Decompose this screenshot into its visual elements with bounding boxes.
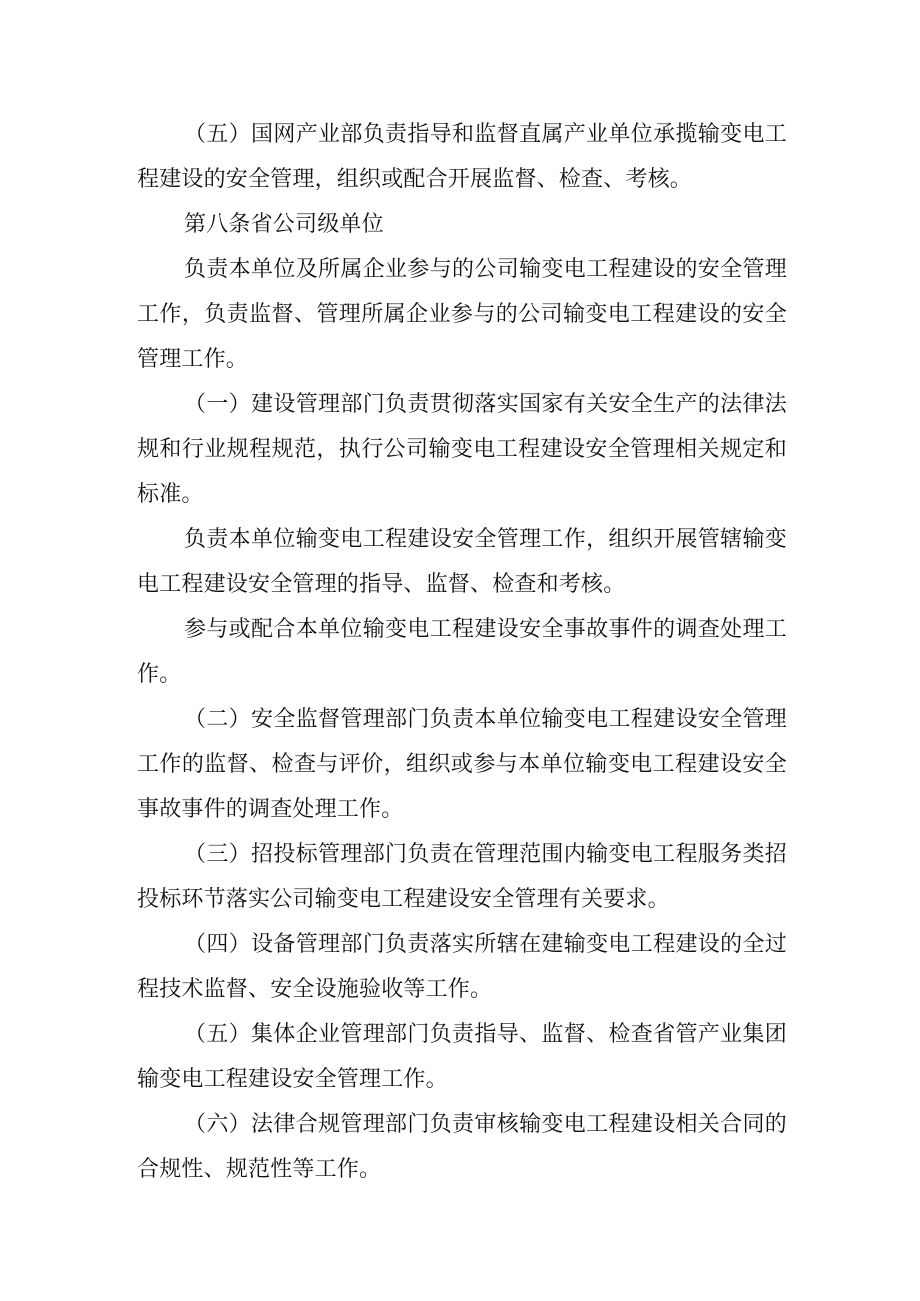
paragraph-unit-safety-mgmt: 负责本单位输变电工程建设安全管理工作，组织开展管辖输变电工程建设安全管理的指导、监督、检查和考核。	[137, 527, 787, 597]
paragraph-bidding-mgmt: （三）招投标管理部门负责在管理范围内输变电工程服务类招投标环节落实公司输变电工程建设安全管理有关要求。	[137, 842, 787, 912]
paragraph-industry-dept: （五）国网产业部负责指导和监督直属产业单位承揽输变电工程建设的安全管理，组织或配合开展监督、检查、考核。	[137, 122, 787, 192]
paragraph-safety-supervision: （二）安全监督管理部门负责本单位输变电工程建设安全管理工作的监督、检查与评价，组织或参与本单位输变电工程建设安全事故事件的调查处理工作。	[137, 707, 787, 822]
paragraph-accident-investigation: 参与或配合本单位输变电工程建设安全事故事件的调查处理工作。	[137, 617, 787, 687]
document-body	[137, 112, 787, 1192]
paragraph-equipment-mgmt: （四）设备管理部门负责落实所辖在建输变电工程建设的全过程技术监督、安全设施验收等工作。	[137, 932, 787, 1002]
paragraph-legal-compliance: （六）法律合规管理部门负责审核输变电工程建设相关合同的合规性、规范性等工作。	[137, 1112, 787, 1182]
paragraph-provincial-duty: 负责本单位及所属企业参与的公司输变电工程建设的安全管理工作，负责监督、管理所属企业参与的公司输变电工程建设的安全管理工作。	[137, 257, 787, 372]
article-8-heading: 第八条省公司级单位	[184, 212, 384, 237]
paragraph-construction-mgmt: （一）建设管理部门负责贯彻落实国家有关安全生产的法律法规和行业规程规范，执行公司输变电工程建设安全管理相关规定和标准。	[137, 392, 787, 507]
paragraph-collective-enterprise: （五）集体企业管理部门负责指导、监督、检查省管产业集团输变电工程建设安全管理工作。	[137, 1022, 787, 1092]
